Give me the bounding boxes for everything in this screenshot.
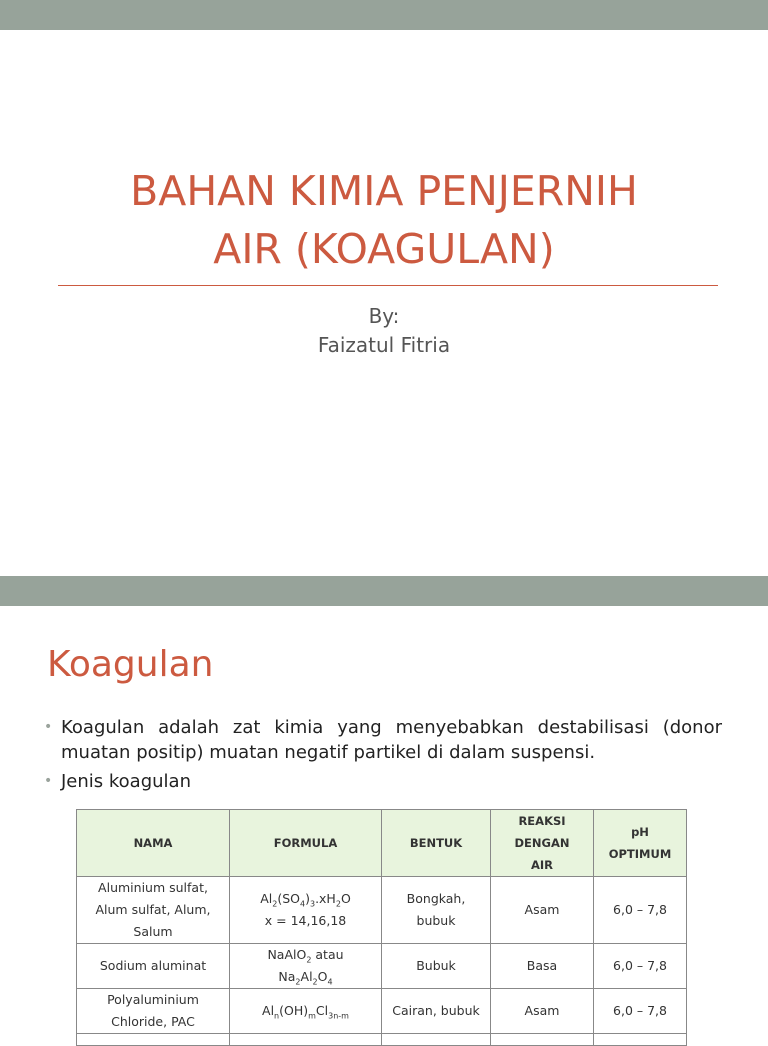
cell-empty <box>491 1034 594 1046</box>
cell-ph: 6,0 – 7,8 <box>594 944 687 989</box>
table-header-row <box>77 810 687 877</box>
coagulant-table <box>76 809 687 1046</box>
title-slide <box>0 30 768 576</box>
formula-subscript: m <box>308 1011 316 1021</box>
cell-empty <box>77 1034 230 1046</box>
formula-subscript: 4 <box>299 899 306 909</box>
cell-empty <box>382 1034 491 1046</box>
formula-part: ) <box>305 891 310 906</box>
slide-separator-band <box>0 576 768 606</box>
cell-reaksi: Asam <box>491 989 594 1034</box>
cell-reaksi: Basa <box>491 944 594 989</box>
formula-subscript: 4 <box>327 977 333 987</box>
header-reaksi <box>491 810 594 877</box>
cell-reaksi: Asam <box>491 877 594 944</box>
cell-empty <box>594 1034 687 1046</box>
cell-empty <box>230 1034 382 1046</box>
formula-part: Al <box>300 969 313 984</box>
bullet-item <box>44 769 722 794</box>
formula-part: Na <box>278 969 296 984</box>
formula-part: Al <box>262 1003 275 1018</box>
header-reaksi-line: AIR <box>530 858 554 872</box>
top-accent-band <box>0 0 768 30</box>
header-formula: FORMULA <box>230 810 382 877</box>
formula-part: .xH <box>315 891 336 906</box>
formula-subscript: 2 <box>306 955 312 965</box>
cell-ph: 6,0 – 7,8 <box>594 989 687 1034</box>
formula-subscript: 2 <box>295 977 301 987</box>
formula-subscript: 3n-m <box>328 1011 349 1021</box>
bullet-text: Jenis koagulan <box>61 771 191 792</box>
formula-line <box>234 944 377 966</box>
formula-subscript: 2 <box>312 977 318 987</box>
cell-nama <box>77 989 230 1034</box>
cell-bentuk: Bubuk <box>382 944 491 989</box>
table-row <box>77 877 687 944</box>
header-ph-line: OPTIMUM <box>608 847 672 861</box>
cell-nama <box>77 877 230 944</box>
table-row <box>77 989 687 1034</box>
title-divider <box>58 285 718 286</box>
header-ph <box>594 810 687 877</box>
formula-subscript: 2 <box>335 899 341 909</box>
slide-title-line2: AIR (KOAGULAN) <box>213 225 555 273</box>
cell-ph: 6,0 – 7,8 <box>594 877 687 944</box>
cell-formula <box>230 877 382 944</box>
cell-text: Chloride, PAC <box>111 1014 195 1029</box>
cell-text: bubuk <box>416 913 456 928</box>
content-slide <box>0 606 768 1029</box>
slide-title-line1: BAHAN KIMIA PENJERNIH <box>130 167 638 215</box>
cell-text: Bongkah, <box>406 891 466 906</box>
formula-subscript: n <box>274 1011 280 1021</box>
cell-text: Polyaluminium <box>107 992 199 1007</box>
formula-part: Cl <box>315 1003 329 1018</box>
formula-line <box>234 888 377 910</box>
bullet-icon: • <box>44 719 53 735</box>
header-bentuk: BENTUK <box>382 810 491 877</box>
formula-part: atau <box>311 947 344 962</box>
header-ph-line: pH <box>631 825 649 839</box>
slide-title <box>0 162 768 278</box>
cell-formula <box>230 944 382 989</box>
header-nama: NAMA <box>77 810 230 877</box>
formula-part: NaAlO <box>267 947 307 962</box>
bullet-icon: • <box>44 773 53 789</box>
formula-part: Al <box>260 891 273 906</box>
formula-line <box>234 966 377 988</box>
slide-subtitle <box>0 302 768 360</box>
cell-text: Alum sulfat, Alum, <box>95 902 211 917</box>
formula-part: O <box>340 891 351 906</box>
formula-subscript: 3 <box>309 899 316 909</box>
bullet-list <box>44 715 722 798</box>
cell-text: Aluminium sulfat, <box>98 880 208 895</box>
table-row-partial <box>77 1034 687 1046</box>
bullet-item <box>44 715 722 765</box>
formula-part: (SO <box>277 891 300 906</box>
formula-line: x = 14,16,18 <box>264 913 347 928</box>
formula-part: O <box>317 969 328 984</box>
table-row <box>77 944 687 989</box>
formula-subscript: 2 <box>272 899 278 909</box>
cell-formula <box>230 989 382 1034</box>
formula-part: (OH) <box>279 1003 309 1018</box>
header-reaksi-line: REAKSI <box>518 814 566 828</box>
cell-bentuk: Cairan, bubuk <box>382 989 491 1034</box>
cell-bentuk <box>382 877 491 944</box>
cell-nama: Sodium aluminat <box>77 944 230 989</box>
bullet-text: Koagulan adalah zat kimia yang menyebabkan destabilisasi (donor muatan positip) muatan negatif partikel di dalam suspensi. <box>61 717 722 763</box>
cell-text: Salum <box>133 924 173 939</box>
by-label: By: <box>368 304 400 328</box>
author-name: Faizatul Fitria <box>317 333 451 357</box>
slide-heading: Koagulan <box>47 644 214 685</box>
header-reaksi-line: DENGAN <box>514 836 570 850</box>
formula-line <box>234 1000 377 1022</box>
